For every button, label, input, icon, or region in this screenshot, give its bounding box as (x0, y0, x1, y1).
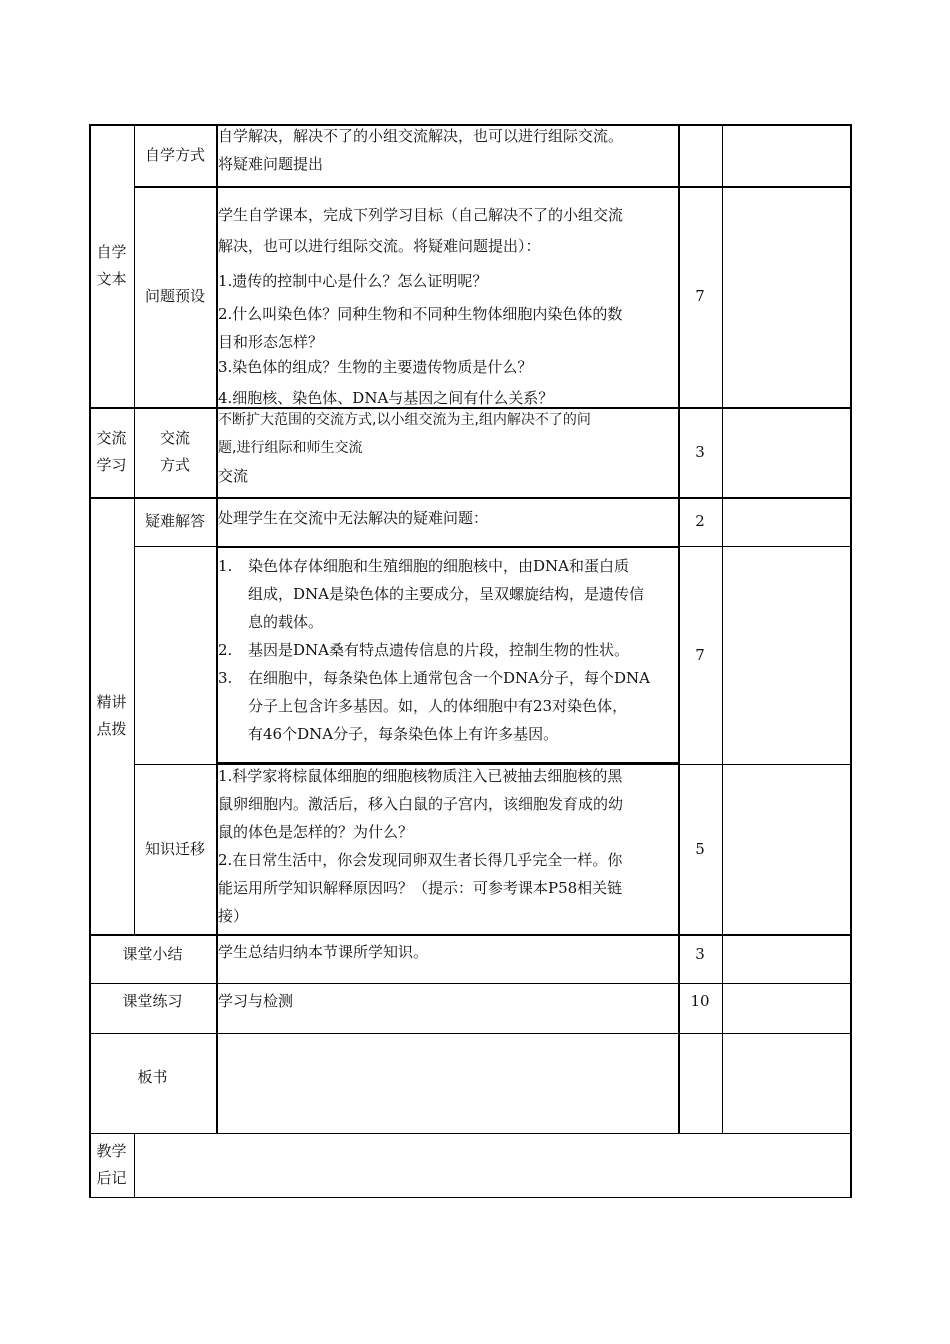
row-label-preset: 问题预设 (144, 287, 205, 305)
preset-line: 学生自学课本，完成下列学习目标（自己解决不了的小组交流 (218, 206, 624, 224)
row-label-transfer: 知识迁移 (144, 839, 205, 858)
transfer-line: 鼠的体色是怎样的？为什么？ (218, 823, 414, 841)
list-line: 分子上包含许多基因。如，人的体细胞中有23对染色体， (248, 697, 628, 715)
preset-line: 4.细胞核、染色体、DNA与基因之间有什么关系？ (218, 389, 554, 407)
answer-content: 处理学生在交流中无法解决的疑难问题： (218, 509, 489, 527)
transfer-line: 2.在日常生活中，你会发现同卵双生者长得几乎完全一样。你 (218, 851, 623, 869)
list-line: 基因是DNA桑有特点遗传信息的片段，控制生物的性状。 (248, 641, 629, 659)
transfer-line: 鼠卵细胞内。激活后，移入白鼠的子宫内，该细胞发育成的幼 (218, 795, 624, 813)
transfer-line: 接） (218, 907, 249, 925)
group-label-jingjiang: 精讲 点拨 (96, 692, 127, 738)
key-points-list (218, 552, 676, 748)
time-exchange: 3 (695, 442, 705, 461)
list-item (218, 552, 676, 636)
list-line: 息的载体。 (248, 613, 324, 631)
practice-content: 学习与检测 (218, 992, 294, 1010)
preset-line: 3.染色体的组成？生物的主要遗传物质是什么？ (218, 358, 533, 376)
summary-content: 学生总结归纳本节课所学知识。 (218, 943, 429, 961)
time-practice: 10 (690, 992, 710, 1010)
time-points: 7 (695, 645, 705, 664)
row-label-postscript: 教学 后记 (96, 1142, 127, 1187)
group-label-zixue: 自学 文本 (96, 242, 127, 288)
preset-line: 解决，也可以进行组际交流。将疑难问题提出）： (218, 237, 541, 255)
preset-line: 目和形态怎样？ (218, 333, 324, 351)
method-content (218, 122, 678, 178)
row-label-method: 自学方式 (144, 145, 205, 164)
method-line: 自学解决，解决不了的小组交流解决，也可以进行组际交流。 (218, 127, 624, 145)
method-line: 将疑难问题提出 (218, 155, 324, 173)
list-line: 组成，DNA是染色体的主要成分，呈双螺旋结构，是遗传信 (248, 585, 644, 603)
row-label-practice: 课堂练习 (122, 992, 183, 1010)
list-line: 有46个DNA分子，每条染色体上有许多基因。 (248, 725, 559, 743)
exchange-line: 题,进行组际和师生交流 (218, 440, 363, 456)
preset-line: 1.遗传的控制中心是什么？怎么证明呢？ (218, 272, 488, 290)
list-line: 在细胞中，每条染色体上通常包含一个DNA分子，每个DNA (248, 669, 650, 687)
list-line: 染色体存体细胞和生殖细胞的细胞核中，由DNA和蛋白质 (248, 557, 629, 575)
exchange-content (218, 406, 678, 490)
list-number: 1. (218, 557, 233, 575)
preset-content (218, 200, 678, 416)
exchange-line: 不断扩大范围的交流方式,以小组交流为主,组内解决不了的问 (218, 412, 591, 428)
list-item (218, 636, 676, 664)
preset-line: 2.什么叫染色体？同种生物和不同种生物体细胞内染色体的数 (218, 305, 623, 323)
time-summary: 3 (695, 944, 705, 963)
transfer-line: 1.科学家将棕鼠体细胞的细胞核物质注入已被抽去细胞核的黑 (218, 767, 623, 785)
transfer-line: 能运用所学知识解释原因吗？（提示：可参考课本P58相关链 (218, 879, 623, 897)
transfer-content (218, 762, 678, 930)
time-preset: 7 (695, 287, 705, 305)
row-label-board: 板书 (137, 1067, 168, 1086)
list-item (218, 664, 676, 748)
list-number: 2. (218, 641, 233, 659)
time-answer: 2 (695, 512, 705, 530)
time-transfer: 5 (695, 839, 705, 858)
group-label-jiaoliu: 交流 学习 (96, 429, 127, 474)
row-label-answer: 疑难解答 (144, 512, 205, 530)
row-label-exchange: 交流 方式 (159, 429, 190, 474)
exchange-line: 交流 (218, 467, 249, 485)
row-label-summary: 课堂小结 (122, 944, 183, 963)
list-number: 3. (218, 669, 233, 687)
